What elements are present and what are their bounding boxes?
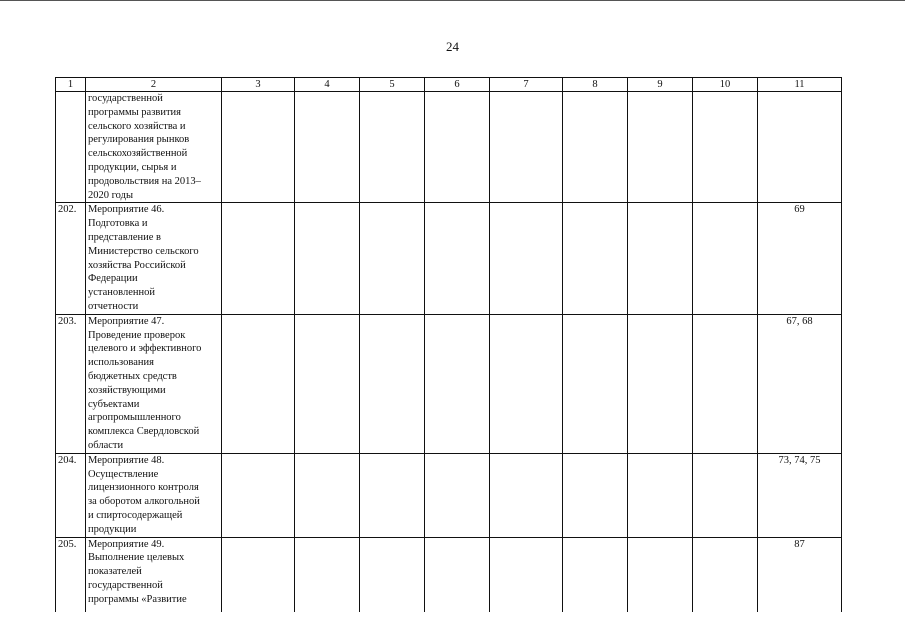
description-line: за оборотом алкогольной	[88, 496, 200, 508]
empty-cell	[425, 537, 490, 612]
empty-cell	[693, 92, 758, 203]
description-line: отчетности	[88, 300, 139, 312]
description-line: показателей	[88, 566, 142, 578]
empty-cell	[490, 453, 563, 537]
indicator-refs: 69	[758, 203, 842, 314]
empty-cell	[295, 314, 360, 453]
empty-cell	[628, 453, 693, 537]
empty-cell	[295, 203, 360, 314]
empty-cell	[563, 203, 628, 314]
column-header: 6	[425, 78, 490, 92]
empty-cell	[628, 537, 693, 612]
empty-cell	[693, 453, 758, 537]
empty-cell	[628, 314, 693, 453]
table-row	[56, 314, 842, 453]
empty-cell	[360, 453, 425, 537]
indicator-refs: 67, 68	[758, 314, 842, 453]
description-line: Проведение проверок	[88, 329, 186, 341]
description-line: хозяйствующими	[88, 384, 166, 396]
column-header: 11	[758, 78, 842, 92]
description-line: области	[88, 439, 124, 451]
description-line: Мероприятие 46.	[88, 204, 165, 216]
description-line: субъектами	[88, 398, 140, 410]
column-header: 2	[86, 78, 222, 92]
measure-description	[86, 92, 222, 203]
indicator-refs	[758, 92, 842, 203]
description-line: целевого и эффективного	[88, 343, 202, 355]
empty-cell	[490, 537, 563, 612]
column-header: 7	[490, 78, 563, 92]
measure-description	[86, 203, 222, 314]
description-line: установленной	[88, 287, 155, 299]
measure-description	[86, 537, 222, 612]
description-line: Министерство сельского	[88, 245, 199, 257]
empty-cell	[563, 314, 628, 453]
column-header: 5	[360, 78, 425, 92]
empty-cell	[222, 92, 295, 203]
description-line: регулирования рынков	[88, 134, 190, 146]
description-line: использования	[88, 357, 154, 369]
description-line: комплекса Свердловской	[88, 426, 200, 438]
empty-cell	[490, 92, 563, 203]
description-line: сельского хозяйства и	[88, 120, 186, 132]
header-row	[56, 78, 842, 92]
description-line: агропромышленного	[88, 412, 181, 424]
column-header: 10	[693, 78, 758, 92]
description-line: Мероприятие 47.	[88, 315, 165, 327]
row-number: 204.	[56, 453, 86, 537]
description-line: Федерации	[88, 273, 138, 285]
description-line: 2020 годы	[88, 189, 134, 201]
empty-cell	[563, 537, 628, 612]
row-number: 202.	[56, 203, 86, 314]
measure-description	[86, 453, 222, 537]
empty-cell	[425, 92, 490, 203]
description-line: бюджетных средств	[88, 370, 177, 382]
empty-cell	[490, 203, 563, 314]
empty-cell	[693, 203, 758, 314]
column-header: 3	[222, 78, 295, 92]
description-line: сельскохозяйственной	[88, 148, 188, 160]
empty-cell	[563, 92, 628, 203]
row-number: 205.	[56, 537, 86, 612]
empty-cell	[222, 314, 295, 453]
description-line: Подготовка и	[88, 218, 148, 230]
indicator-refs: 73, 74, 75	[758, 453, 842, 537]
table-row	[56, 92, 842, 203]
empty-cell	[295, 537, 360, 612]
empty-cell	[628, 92, 693, 203]
row-number	[56, 92, 86, 203]
data-table	[55, 77, 842, 612]
empty-cell	[693, 537, 758, 612]
empty-cell	[360, 314, 425, 453]
empty-cell	[360, 92, 425, 203]
empty-cell	[693, 314, 758, 453]
table-body	[56, 92, 842, 612]
column-header: 9	[628, 78, 693, 92]
description-line: хозяйства Российской	[88, 259, 186, 271]
empty-cell	[425, 314, 490, 453]
description-line: продовольствия на 2013–	[88, 175, 201, 187]
empty-cell	[222, 453, 295, 537]
empty-cell	[563, 453, 628, 537]
description-line: программы «Развитие	[88, 593, 187, 605]
description-line: и спиртосодержащей	[88, 509, 183, 521]
description-line: Мероприятие 49.	[88, 538, 165, 550]
description-line: представление в	[88, 231, 161, 243]
empty-cell	[490, 314, 563, 453]
empty-cell	[360, 537, 425, 612]
description-line: Осуществление	[88, 468, 159, 480]
description-line: лицензионного контроля	[88, 482, 199, 494]
row-number: 203.	[56, 314, 86, 453]
empty-cell	[295, 92, 360, 203]
column-header: 8	[563, 78, 628, 92]
empty-cell	[222, 203, 295, 314]
description-line: государственной	[88, 93, 163, 104]
description-line: государственной	[88, 579, 163, 591]
description-line: продукции, сырья и	[88, 161, 177, 173]
table-row	[56, 537, 842, 612]
description-line: Выполнение целевых	[88, 552, 185, 564]
page-number: 24	[446, 39, 459, 54]
top-rule	[0, 0, 905, 1]
empty-cell	[425, 453, 490, 537]
empty-cell	[295, 453, 360, 537]
description-line: Мероприятие 48.	[88, 454, 165, 466]
empty-cell	[628, 203, 693, 314]
table-row	[56, 203, 842, 314]
column-header: 4	[295, 78, 360, 92]
description-line: программы развития	[88, 106, 181, 118]
empty-cell	[222, 537, 295, 612]
description-line: продукции	[88, 523, 137, 535]
column-header: 1	[56, 78, 86, 92]
empty-cell	[425, 203, 490, 314]
indicator-refs: 87	[758, 537, 842, 612]
table-row	[56, 453, 842, 537]
measure-description	[86, 314, 222, 453]
empty-cell	[360, 203, 425, 314]
